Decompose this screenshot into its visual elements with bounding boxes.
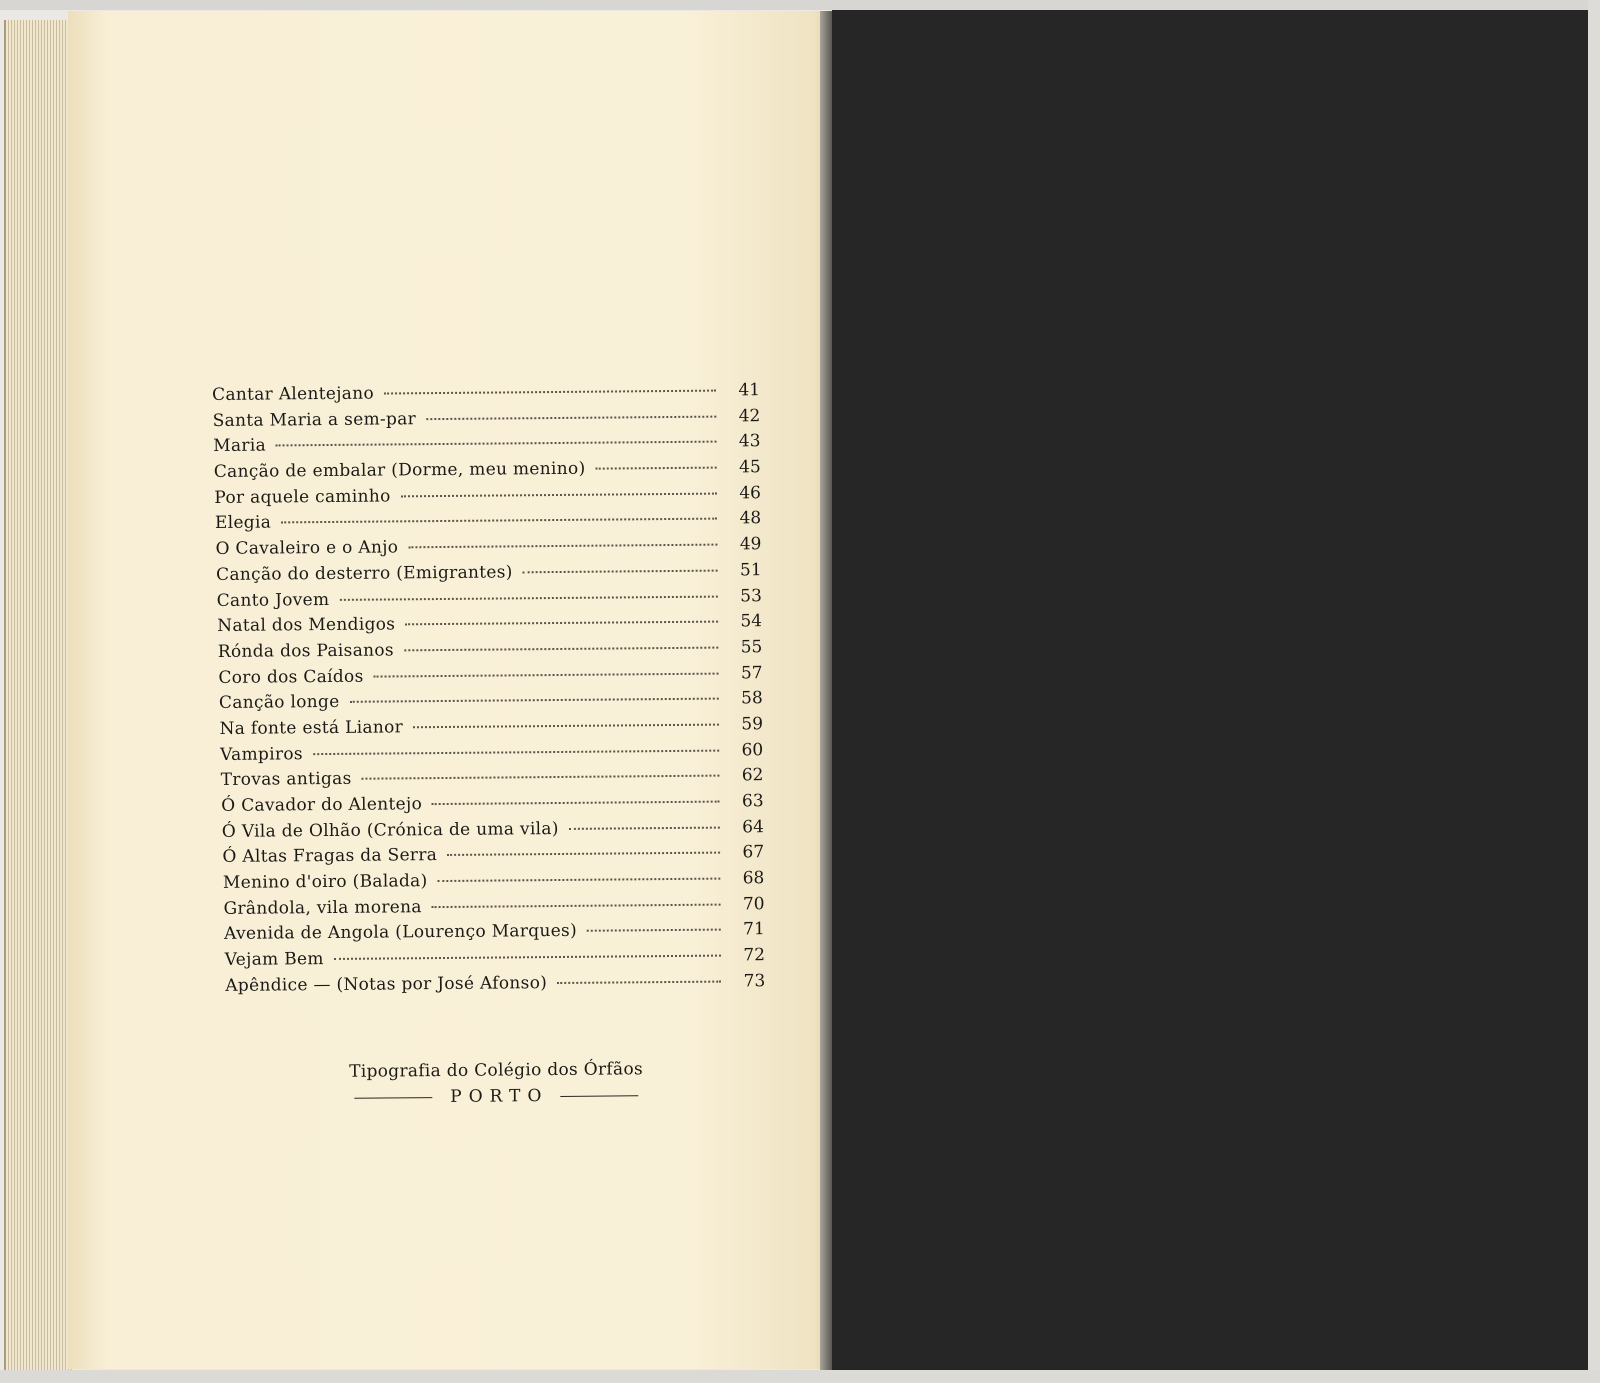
toc-entry-page: 54 [740, 611, 763, 632]
toc-dot-leader [384, 390, 716, 395]
colophon [326, 1059, 666, 1108]
scanner-top-border [0, 0, 1600, 10]
toc-dot-leader [401, 492, 717, 497]
toc-dot-leader [595, 467, 716, 470]
toc-entry-page: 51 [739, 560, 762, 581]
toc-entry [225, 971, 765, 1001]
toc-dot-leader [523, 569, 718, 573]
table-of-contents [212, 380, 765, 1001]
scanner-right-border [1588, 0, 1600, 1383]
toc-dot-leader [426, 415, 716, 420]
toc-dot-leader [404, 646, 718, 651]
toc-entry-title: Menino d'oiro (Balada) [222, 871, 428, 893]
toc-dot-leader [405, 621, 718, 626]
back-cover [832, 10, 1600, 1370]
toc-entry-page: 59 [741, 714, 764, 735]
toc-entry-page: 42 [738, 405, 761, 427]
toc-dot-leader [374, 672, 719, 677]
toc-dot-leader [437, 878, 720, 882]
printer-name: Tipografia do Colégio dos Órfãos [349, 1059, 644, 1082]
toc-entry-title: Apêndice — (Notas por José Afonso) [225, 972, 548, 996]
toc-dot-leader [339, 595, 718, 600]
toc-entry-page: 48 [739, 508, 762, 529]
toc-dot-leader [447, 852, 720, 856]
toc-entry-title: O Cavaleiro e o Anjo [215, 537, 399, 560]
toc-entry-page: 67 [742, 842, 765, 863]
toc-dot-leader [281, 518, 717, 524]
toc-entry-page: 68 [742, 868, 765, 889]
toc-entry-page: 63 [741, 791, 764, 812]
toc-entry-title: Canção de embalar (Dorme, meu menino) [213, 458, 586, 483]
toc-dot-leader [408, 544, 717, 549]
toc-entry-title: Ó Cavador do Alentejo [221, 794, 423, 816]
toc-entry-title: Avenida de Angola (Lourenço Marques) [224, 921, 578, 945]
city-name: PORTO [450, 1086, 549, 1107]
toc-entry-title: Ó Vila de Olhão (Crónica de uma vila) [221, 818, 559, 842]
toc-entry-page: 57 [740, 662, 763, 683]
toc-entry-page: 60 [741, 739, 764, 761]
toc-entry-title: Rónda dos Paisanos [217, 640, 394, 662]
toc-entry-title: Maria [213, 435, 267, 457]
toc-entry-title: Canção longe [218, 692, 340, 714]
toc-entry-page: 49 [739, 534, 762, 555]
toc-dot-leader [413, 724, 719, 729]
toc-entry-title: Canção do desterro (Emigrantes) [216, 562, 513, 585]
toc-entry-title: Por aquele caminho [214, 486, 391, 508]
toc-entry-title: Vampiros [220, 743, 303, 765]
stacked-page-edges [4, 20, 72, 1372]
toc-dot-leader [569, 826, 720, 829]
right-rule [560, 1095, 638, 1097]
toc-entry-page: 58 [741, 688, 763, 709]
toc-entry-page: 70 [742, 893, 765, 915]
toc-dot-leader [587, 929, 721, 932]
toc-dot-leader [432, 801, 720, 806]
toc-entry-page: 45 [739, 457, 761, 478]
toc-entry-page: 73 [743, 971, 766, 992]
toc-entry-title: Santa Maria a sem-par [212, 408, 417, 431]
toc-entry-page: 41 [738, 380, 761, 401]
toc-entry-page: 72 [743, 945, 766, 966]
toc-entry-page: 43 [738, 431, 761, 452]
toc-entry-title: Ó Altas Fragas da Serra [222, 845, 438, 868]
toc-entry-title: Elegia [214, 512, 272, 534]
toc-dot-leader [557, 980, 721, 983]
toc-dot-leader [313, 749, 719, 755]
toc-entry-page: 62 [741, 765, 764, 786]
toc-dot-leader [350, 698, 719, 703]
toc-entry-title: Coro dos Caídos [218, 666, 364, 688]
toc-entry-page: 64 [742, 816, 764, 838]
toc-entry-title: Natal dos Mendigos [217, 614, 396, 637]
toc-dot-leader [334, 955, 721, 960]
scanner-bottom-border [0, 1370, 1600, 1383]
toc-entry-title: Canto Jovem [216, 589, 330, 611]
toc-entry-title: Grândola, vila morena [223, 896, 422, 919]
toc-entry-title: Na fonte está Lianor [219, 717, 404, 739]
toc-dot-leader [432, 903, 721, 908]
toc-dot-leader [276, 441, 717, 447]
toc-entry-title: Vejam Bem [224, 949, 324, 971]
toc-entry-page: 71 [743, 919, 765, 940]
left-rule [354, 1097, 432, 1099]
toc-dot-leader [362, 775, 720, 780]
toc-entry-page: 46 [739, 482, 762, 504]
city-line [326, 1085, 666, 1108]
toc-entry-title: Trovas antigas [220, 769, 352, 791]
toc-entry-page: 53 [740, 585, 762, 606]
toc-entry-title: Cantar Alentejano [212, 383, 375, 405]
toc-entry-page: 55 [740, 637, 763, 658]
